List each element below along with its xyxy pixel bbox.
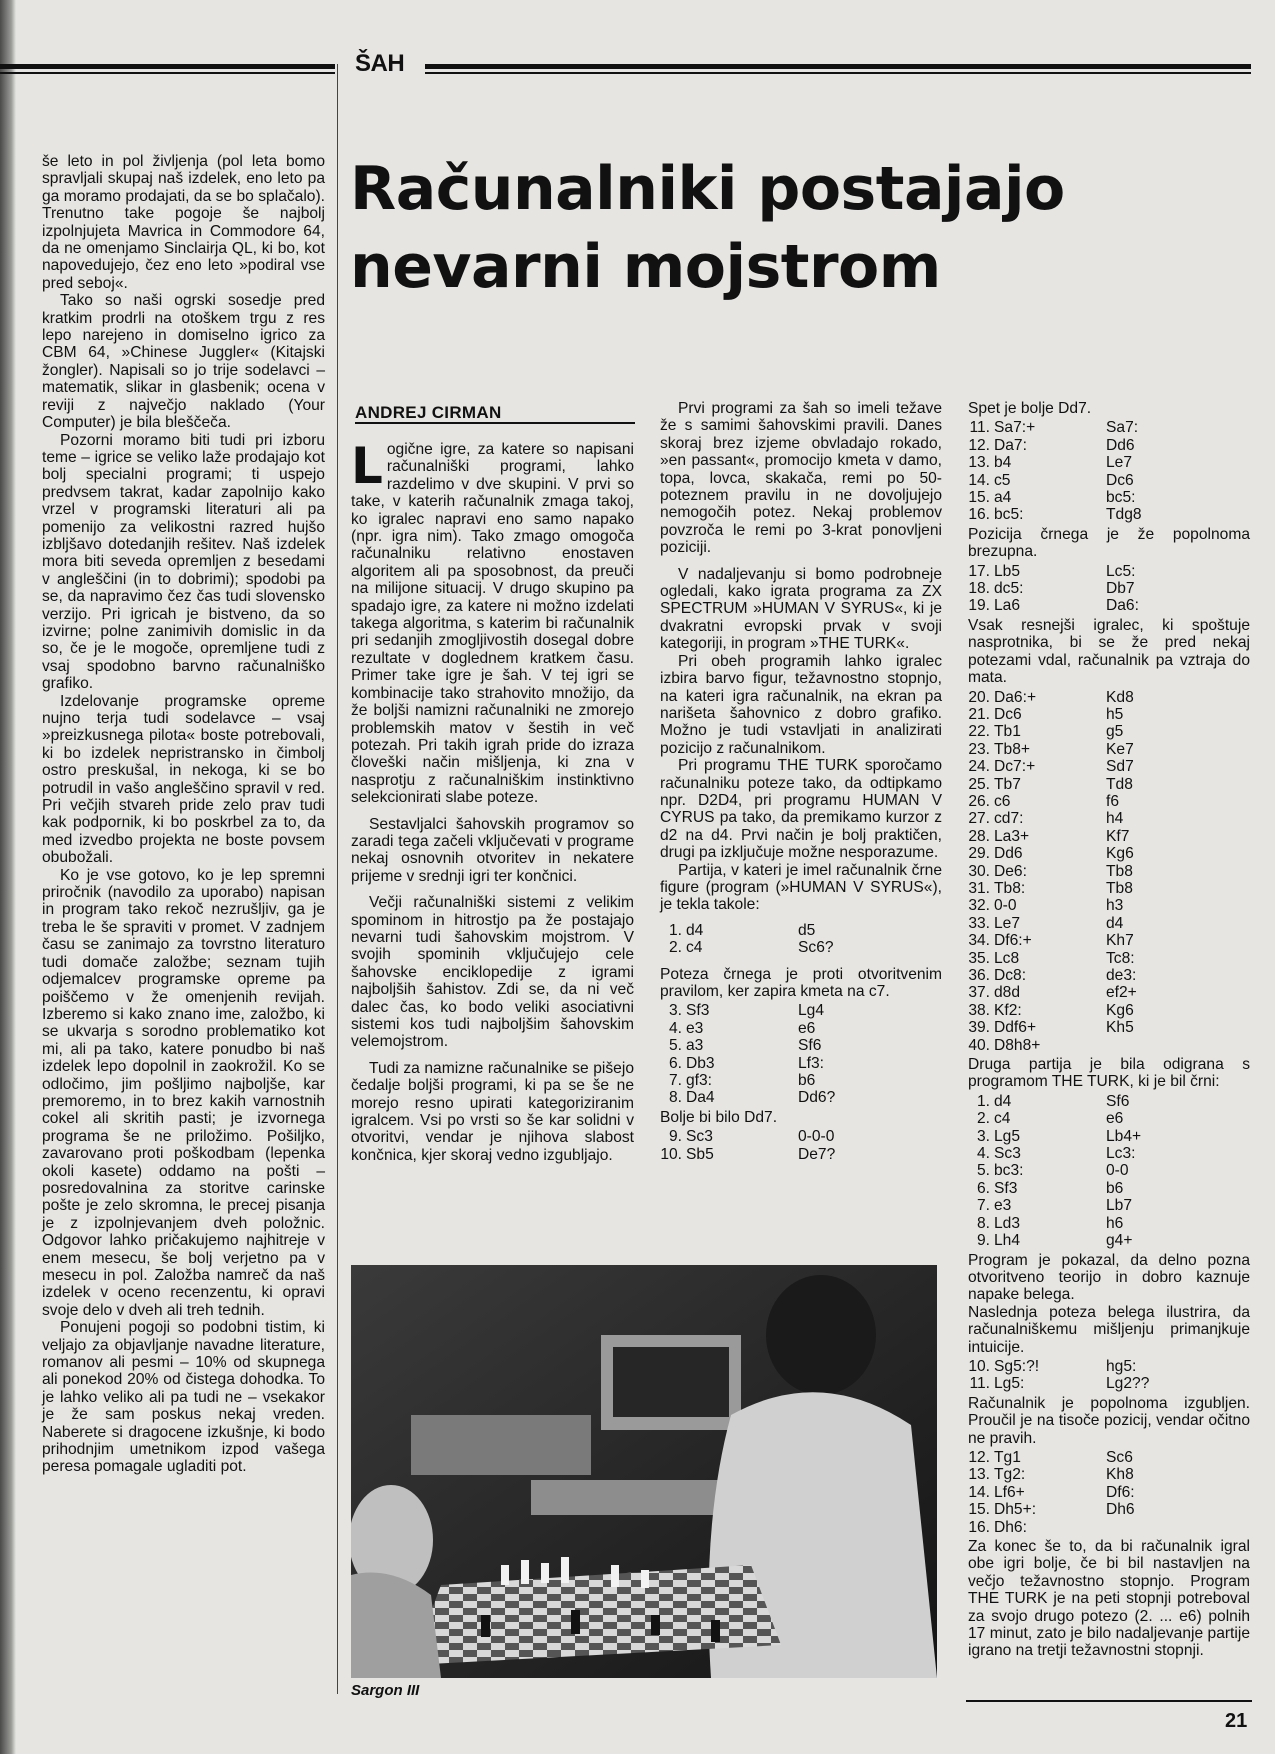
- black-move: Kg6: [1106, 845, 1134, 863]
- black-move: ef2+: [1106, 984, 1137, 1002]
- move-row: [660, 1020, 942, 1037]
- top-rule-left: [0, 64, 335, 69]
- move-row: [660, 1037, 942, 1054]
- white-move: 0-0: [994, 897, 1017, 915]
- move-list: [968, 419, 1250, 523]
- move-row: [968, 706, 1250, 723]
- col1-paragraph: Ponujeni pogoji so podobni tistim, ki veljajo za objavljanje navadne literature, romanov ali pesmi – 10% od skupnega ali ponekod 20% od čistega dohodka. To je lahko veliko ali pa tudi ne – vsekakor je že sam poskus nekaj vreden. Naberete si dragocene izkušnje, ki bodo prihodnjim umetnikom izpod vašega peresa pomagale ugladiti pot.: [42, 1319, 325, 1476]
- black-move: de3:: [1106, 967, 1137, 984]
- move-number: 9.: [668, 1128, 682, 1146]
- move-row: [968, 1484, 1250, 1501]
- white-move: d4: [686, 921, 704, 939]
- black-move: Kf7: [1106, 827, 1130, 845]
- white-move: dc5:: [994, 580, 1024, 598]
- col2-paragraph: Večji računalniški sistemi z velikim spominom in hitrostjo pa že postajajo nevarni tudi šahovskim mojstrom. V svojih spominih vključujejo cele šahovske enciklopedije z igrami najboljših šahistov. Zdi se, da ni več dalec čas, ko bodo veliki asociativni sistemi kos tudi najboljšim šahovskim velemojstrom.: [351, 894, 634, 1051]
- white-move: Sf3: [994, 1179, 1018, 1197]
- white-move: Sc3: [686, 1128, 713, 1146]
- black-move: h5: [1106, 705, 1124, 723]
- white-move: Lg5: [994, 1127, 1021, 1145]
- headline: [350, 150, 1250, 306]
- black-move: Sf6: [798, 1037, 822, 1055]
- black-move: Dc6: [1106, 471, 1134, 489]
- white-move: bc5:: [994, 506, 1024, 524]
- move-list: [660, 922, 942, 957]
- move-number: 23.: [968, 740, 990, 758]
- move-row: [968, 563, 1250, 580]
- byline-rule: [355, 422, 635, 424]
- move-number: 27.: [968, 810, 990, 828]
- move-row: [660, 1146, 942, 1163]
- move-row: [660, 939, 942, 956]
- white-move: d8d: [994, 984, 1021, 1002]
- move-row: [968, 1519, 1250, 1536]
- white-move: bc3:: [994, 1162, 1024, 1180]
- move-number: 26.: [968, 792, 990, 810]
- black-move: Lg4: [798, 1002, 825, 1020]
- move-row: [968, 1375, 1250, 1392]
- col1-paragraph: Tako so naši ogrski sosedje pred kratkim prodrli na otoškem trgu z res lepo narejeno in domiselno igrico za CBM 64, »Chinese Juggler« (Kitajski žongler). Napisali so jo trije sodelavci – matematik, slikar in glasbenik; ocena v reviji z največjo naklado (Your Computer) je bila bleščeča.: [42, 292, 325, 432]
- white-move: De6:: [994, 862, 1027, 880]
- move-number: 7.: [976, 1197, 990, 1215]
- black-move: Tdg8: [1106, 506, 1142, 524]
- headline-line2: nevarni mojstrom: [350, 232, 941, 302]
- page-number: 21: [1225, 1710, 1248, 1732]
- black-move: h4: [1106, 810, 1124, 828]
- move-row: [968, 758, 1250, 775]
- white-move: Lb5: [994, 562, 1021, 580]
- move-number: 8.: [668, 1089, 682, 1107]
- byline: ANDREJ CIRMAN: [355, 403, 502, 422]
- move-number: 5.: [976, 1162, 990, 1180]
- white-move: a3: [686, 1037, 704, 1055]
- column-separator: [337, 64, 338, 1694]
- white-move: Dd6: [994, 845, 1023, 863]
- top-rule-right: [425, 64, 1251, 69]
- white-move: Tg1: [994, 1448, 1021, 1466]
- move-row: [968, 950, 1250, 967]
- white-move: Lg5:: [994, 1375, 1025, 1393]
- move-number: 1.: [668, 921, 682, 939]
- page-binding-shadow: [0, 0, 16, 1754]
- move-number: 39.: [968, 1019, 990, 1037]
- black-move: Lc3:: [1106, 1145, 1136, 1163]
- annotation: Bolje bi bilo Dd7.: [660, 1108, 778, 1126]
- black-move: h3: [1106, 897, 1124, 915]
- white-move: Da7:: [994, 436, 1027, 454]
- move-number: 21.: [968, 705, 990, 723]
- move-number: 11.: [969, 1375, 990, 1393]
- move-number: 19.: [968, 597, 990, 615]
- move-row: [660, 1072, 942, 1089]
- black-move: Kh8: [1106, 1466, 1134, 1484]
- move-number: 18.: [968, 580, 990, 598]
- white-move: Dc8:: [994, 967, 1027, 984]
- move-number: 3.: [668, 1002, 682, 1020]
- black-move: d5: [798, 921, 816, 939]
- move-number: 14.: [968, 1483, 990, 1501]
- col2-paragraph: Tudi za namizne računalnike se pišejo čedalje boljši programi, ki pa se še ne morejo resno upirati kategoriziranim igralcem. Vsi po vrsti so še kar solidni v otvoritvi, vendar je njihova slabost končnica, kjer skoraj vedno izgubljajo.: [351, 1059, 634, 1164]
- move-number: 9.: [976, 1232, 990, 1250]
- black-move: Kh7: [1106, 932, 1134, 950]
- move-row: [968, 597, 1250, 614]
- move-row: [968, 1232, 1250, 1249]
- column-2: [351, 437, 634, 1164]
- white-move: d4: [994, 1092, 1012, 1110]
- move-number: 11.: [969, 419, 990, 437]
- move-row: [968, 1110, 1250, 1127]
- move-number: 4.: [668, 1019, 682, 1037]
- black-move: b6: [798, 1072, 816, 1090]
- photo-caption: Sargon III: [351, 1682, 420, 1699]
- black-move: Ke7: [1106, 740, 1134, 758]
- move-row: [968, 932, 1250, 949]
- white-move: Da6:+: [994, 688, 1037, 706]
- white-move: Dh5+:: [994, 1501, 1037, 1519]
- move-number: 28.: [968, 827, 990, 845]
- black-move: f6: [1106, 792, 1120, 810]
- black-move: Sf6: [1106, 1092, 1130, 1110]
- white-move: c5: [994, 471, 1011, 489]
- move-number: 30.: [968, 862, 990, 880]
- black-move: Sd7: [1106, 758, 1134, 776]
- black-move: Sa7:: [1106, 419, 1139, 437]
- move-row: [660, 1002, 942, 1019]
- move-number: 14.: [968, 471, 990, 489]
- move-number: 22.: [968, 723, 990, 741]
- move-list: [968, 563, 1250, 615]
- black-move: Dd6?: [798, 1089, 836, 1107]
- black-move: Dd6: [1106, 436, 1135, 454]
- move-number: 8.: [976, 1214, 990, 1232]
- move-row: [968, 437, 1250, 454]
- move-row: [968, 897, 1250, 914]
- white-move: Db3: [686, 1054, 715, 1072]
- move-number: 12.: [968, 436, 990, 454]
- move-row: [968, 1002, 1250, 1019]
- col2-lead-paragraph: [351, 437, 634, 807]
- move-row: [660, 1055, 942, 1072]
- move-row: [968, 472, 1250, 489]
- move-number: 25.: [968, 775, 990, 793]
- black-move: Da6:: [1106, 597, 1139, 615]
- annotation: Druga partija je bila odigrana s programom THE TURK, ki je bil črni:: [968, 1056, 1250, 1091]
- white-move: Kf2:: [994, 1001, 1022, 1019]
- white-move: Sb5: [686, 1145, 714, 1163]
- move-row: [968, 1501, 1250, 1518]
- col3-paragraph: V nadaljevanju si bomo podrobneje ogledali, kako igrata programa za ZX SPECTRUM »HUMAN V SYRUS«, ki je dvakratni evropski prvak v svoji kategoriji, in program »THE TURK«.: [660, 565, 942, 653]
- black-move: Td8: [1106, 775, 1133, 793]
- move-row: [968, 1019, 1250, 1036]
- black-move: 0-0: [1106, 1162, 1129, 1180]
- white-move: e3: [686, 1019, 704, 1037]
- move-row: [968, 506, 1250, 523]
- move-row: [968, 741, 1250, 758]
- white-move: Df6:+: [994, 932, 1032, 950]
- white-move: Ld3: [994, 1214, 1021, 1232]
- move-row: [968, 776, 1250, 793]
- move-number: 37.: [968, 984, 990, 1002]
- white-move: c4: [994, 1110, 1011, 1128]
- column-3: [660, 400, 942, 1165]
- move-number: 10.: [660, 1145, 682, 1163]
- black-move: hg5:: [1106, 1357, 1137, 1375]
- white-move: gf3:: [686, 1072, 713, 1090]
- black-move: Lg2??: [1106, 1375, 1150, 1393]
- annotation: Spet je bolje Dd7.: [968, 400, 1092, 417]
- move-list: [660, 1002, 942, 1106]
- black-move: e6: [798, 1019, 816, 1037]
- move-row: [660, 922, 942, 939]
- move-row: [968, 1128, 1250, 1145]
- white-move: Sc3: [994, 1145, 1021, 1163]
- move-number: 7.: [668, 1072, 682, 1090]
- move-number: 15.: [968, 489, 990, 507]
- move-row: [968, 1358, 1250, 1375]
- black-move: e6: [1106, 1110, 1124, 1128]
- move-list: [660, 1128, 942, 1163]
- move-number: 31.: [968, 879, 990, 897]
- move-number: 13.: [968, 454, 990, 472]
- move-row: [660, 1089, 942, 1106]
- white-move: Da4: [686, 1089, 715, 1107]
- move-row: [968, 1093, 1250, 1110]
- black-move: Le7: [1106, 454, 1133, 472]
- move-row: [968, 454, 1250, 471]
- move-row: [968, 915, 1250, 932]
- move-row: [968, 1145, 1250, 1162]
- move-row: [968, 984, 1250, 1001]
- move-number: 12.: [968, 1448, 990, 1466]
- move-number: 35.: [968, 949, 990, 967]
- move-row: [968, 1197, 1250, 1214]
- section-label: ŠAH: [355, 50, 405, 77]
- black-move: 0-0-0: [798, 1128, 835, 1146]
- white-move: cd7:: [994, 810, 1024, 828]
- move-number: 16.: [968, 506, 990, 524]
- black-move: Lc5:: [1106, 562, 1136, 580]
- annotation: Pozicija črnega je že popolnoma brezupna.: [968, 525, 1250, 561]
- move-row: [968, 793, 1250, 810]
- move-row: [968, 1162, 1250, 1179]
- black-move: Tb8: [1106, 862, 1133, 880]
- black-move: g4+: [1106, 1232, 1133, 1250]
- black-move: h6: [1106, 1214, 1124, 1232]
- black-move: Dh6: [1106, 1501, 1135, 1519]
- black-move: De7?: [798, 1145, 836, 1163]
- black-move: Sc6: [1106, 1448, 1133, 1466]
- black-move: Db7: [1106, 580, 1135, 598]
- move-row: [968, 580, 1250, 597]
- annotation: Naslednja poteza belega ilustrira, da računalniškemu mišljenju primanjkuje intuicije.: [968, 1303, 1250, 1356]
- move-row: [968, 1215, 1250, 1232]
- move-row: [660, 1128, 942, 1145]
- white-move: Sf3: [686, 1002, 710, 1020]
- move-list: [968, 1358, 1250, 1393]
- move-row: [968, 863, 1250, 880]
- white-move: Dc6: [994, 705, 1022, 723]
- move-number: 20.: [968, 688, 990, 706]
- col3-paragraph: Partija, v kateri je imel računalnik črne figure (program (»HUMAN V SYRUS«), je tekla takole:: [660, 861, 942, 914]
- move-row: [968, 489, 1250, 506]
- col3-paragraph: Pri programu THE TURK sporočamo računalniku poteze tako, da odtipkamo npr. D2D4, pri programu HUMAN V CYRUS pa tako, da premikamo kurzor z d2 na d4. Prvi način je bolj praktičen, drugi pa izključuje možne nesporazume.: [660, 757, 942, 862]
- black-move: Kg6: [1106, 1001, 1134, 1019]
- move-row: [968, 419, 1250, 436]
- move-row: [968, 810, 1250, 827]
- col2-lead-text: ogične igre, za katere so napisani računalniški programi, lahko razdelimo v dve skupini. V prvi so take, v katerih računalnik zmaga takoj, ko igralec napravi eno samo napako (npr. igra nim). Tako zmago omogoča računalniku relativno enostaven algoritem ali pa sposobnost, da preuči na milijone situacij. V drugo skupino pa spadajo igre, za katere ni možno izdelati takega algoritma, s katerim bi računalnik pri sedanjih zmogljivostih dosegal dobre rezultate v doglednem kratkem času. Primer take igre je šah. V tej igri se kombinacije tako strahovito množijo, da že boljši namizni računalniki ne zmorejo problemskih matov v šestih in več potezah. Pri takih igrah pride do izraza človeški način mišljenja, ki zna v nasprotju z računalniškim instinktivno selekcionirati slabe poteze.: [351, 441, 634, 807]
- move-row: [968, 1449, 1250, 1466]
- move-number: 15.: [968, 1501, 990, 1519]
- white-move: D8h8+: [994, 1036, 1041, 1054]
- annotation: Program je pokazal, da delno pozna otvoritveno teorijo in dobro kaznuje napake belega.: [968, 1251, 1250, 1304]
- top-rule-right-thin: [425, 72, 1251, 74]
- annotation: Poteza črnega je proti otvoritvenim pravilom, ker zapira kmeta na c7.: [660, 965, 942, 1000]
- man-head: [766, 1275, 876, 1395]
- black-move: Df6:: [1106, 1483, 1135, 1501]
- move-number: 4.: [976, 1145, 990, 1163]
- white-move: Tb8+: [994, 740, 1030, 758]
- move-number: 6.: [976, 1179, 990, 1197]
- move-number: 3.: [976, 1127, 990, 1145]
- white-move: La3+: [994, 827, 1030, 845]
- move-number: 36.: [968, 967, 990, 984]
- move-row: [968, 967, 1250, 984]
- black-move: Tc8:: [1106, 949, 1135, 967]
- move-row: [968, 1037, 1250, 1054]
- chess-photo: [351, 1265, 937, 1678]
- move-number: 34.: [968, 932, 990, 950]
- drop-cap: L: [351, 437, 383, 495]
- column-4: [968, 400, 1250, 1660]
- col1-paragraph: še leto in pol življenja (pol leta bomo spravljali skupaj naš izdelek, eno leto pa ga moramo prodajati, da se bo splačalo). Trenutno take pogoje še najbolj izpolnjujeta Mavrica in Commodore 64, da ne omenjamo Sinclairja QL, ki bo, kot napovedujejo, čez eno leto »podiral vse pred seboj«.: [42, 153, 325, 292]
- move-number: 2.: [668, 939, 682, 957]
- col2-paragraph: Sestavljalci šahovskih programov so zaradi tega začeli vključevati v programe nekaj osnovnih otvoritev in nekatere prijeme v srednji igri ter končnici.: [351, 815, 634, 885]
- col3-paragraph: Prvi programi za šah so imeli težave že s samimi šahovskimi pravili. Danes skoraj brez izjeme obvladajo rokado, »en passant«, promocijo kmeta v damo, topa, lovca, skakača, remi po 50-poteznem pravilu in ne dovoljujejo nemogočih potez. Nekaj problemov povzroča le remi po 3-krat ponovljeni poziciji.: [660, 400, 942, 557]
- move-list: [968, 1093, 1250, 1250]
- white-move: c4: [686, 939, 703, 957]
- white-move: Sg5:?!: [994, 1357, 1040, 1375]
- white-move: Ddf6+: [994, 1019, 1037, 1037]
- annotation: Računalnik je popolnoma izgubljen. Proučil je na tisoče pozicij, vendar očitno ne pravih.: [968, 1394, 1250, 1447]
- move-row: [968, 828, 1250, 845]
- white-move: Tb7: [994, 775, 1021, 793]
- black-move: bc5:: [1106, 489, 1136, 507]
- computer-unit: [411, 1415, 591, 1475]
- move-row: [968, 689, 1250, 706]
- black-move: Lb4+: [1106, 1127, 1142, 1145]
- move-number: 17.: [968, 562, 990, 580]
- white-move: La6: [994, 597, 1021, 615]
- black-move: b6: [1106, 1179, 1124, 1197]
- move-row: [968, 1180, 1250, 1197]
- move-number: 40.: [968, 1036, 990, 1054]
- white-move: e3: [994, 1197, 1012, 1215]
- white-move: Le7: [994, 914, 1021, 932]
- white-move: Dh6:: [994, 1518, 1027, 1536]
- move-number: 29.: [968, 845, 990, 863]
- move-number: 2.: [976, 1110, 990, 1128]
- col1-paragraph: Ko je vse gotovo, ko je lep spremni priročnik (navodilo za uporabo) napisan in program tako rekoč nezrušljiv, ga je treba le še spraviti v promet. V zadnjem času se zanimajo za tovrstno literaturo tudi domače založbe; seznam tujih odjemalcev programske opreme pa poiščemo v že omenjenih revijah. Izberemo si kako znano ime, založbo, ki se ukvarja s sorodno problematiko kot mi, ali pa tako, katere ponudbo bi naš izdelek lepo dopolnil in zaokrožil. Ko se odločimo, jim pošljimo najboljše, kar premoremo, in to brez kakih varnostnih cokel ali skritih pasti; je izvornega programa še ne priložimo. Pošiljko, zavarovano proti poškodbam (lepenka okoli kasete) oddamo na pošti – posredovalnina za storitve carinske pošte je zelo skromna, le precej pisanja je z izpolnjevanjem dveh položnic. Odgovor lahko pričakujemo najhitreje v enem mesecu, še bolj verjetno pa v mesecu in pol. Založba namreč da naš izdelek v oceno recenzentu, ki opravi svoje delo v dveh ali treh tednih.: [42, 866, 325, 1319]
- move-number: 1.: [976, 1092, 990, 1110]
- move-number: 5.: [668, 1037, 682, 1055]
- col3-paragraph: Pri obeh programih lahko igralec izbira barvo figur, težavnostno stopnjo, na kateri igra računalnik, na ekran pa narišeta šahovnico z dobro grafiko. Možno je tudi vstavljati in analizirati pozicijo z računalnikom.: [660, 652, 942, 757]
- white-move: Tb1: [994, 723, 1021, 741]
- top-rule-left-thin: [0, 72, 335, 74]
- move-number: 33.: [968, 914, 990, 932]
- white-move: c6: [994, 792, 1011, 810]
- white-move: Sa7:+: [994, 419, 1036, 437]
- move-list: [968, 1449, 1250, 1536]
- move-number: 16.: [968, 1518, 990, 1536]
- col1-paragraph: Izdelovanje programske opreme nujno terja tudi sodelavce – vsaj »preizkusnega pilota« boste potrebovali, ki bo izdelek nepristransko in čimbolj ostro preskušal, in nekoga, ki se bo potrudil in vašo angleščino spravil v red. Pri večjih stvareh pride zelo prav tudi kak podpornik, ki bo poskrbel za to, da med izvedbo projekta ne boste povsem obubožali.: [42, 692, 325, 867]
- move-row: [968, 723, 1250, 740]
- move-row: [968, 845, 1250, 862]
- white-move: Lc8: [994, 949, 1020, 967]
- move-number: 6.: [668, 1054, 682, 1072]
- white-move: Dc7:+: [994, 758, 1036, 776]
- black-move: d4: [1106, 914, 1124, 932]
- black-move: Sc6?: [798, 939, 834, 957]
- move-row: [968, 1466, 1250, 1483]
- move-number: 38.: [968, 1001, 990, 1019]
- black-move: Lf3:: [798, 1054, 825, 1072]
- move-row: [968, 880, 1250, 897]
- chess-photo-illustration: [351, 1265, 937, 1678]
- move-number: 13.: [968, 1466, 990, 1484]
- bottom-rule: [966, 1700, 1252, 1702]
- white-move: b4: [994, 454, 1012, 472]
- black-move: Kh5: [1106, 1019, 1134, 1037]
- white-move: Lh4: [994, 1232, 1021, 1250]
- white-move: Tb8:: [994, 879, 1026, 897]
- black-move: g5: [1106, 723, 1124, 741]
- black-move: Lb7: [1106, 1197, 1133, 1215]
- annotation: Za konec še to, da bi računalnik igral obe igri bolje, če bi bil nastavljen na večjo težavnostno stopnjo. Program THE TURK je na peti stopnji potreboval za svojo drugo potezo (2. ... e6) polnih 17 minut, zato je bilo nadaljevanje partije igrano na tretji težavnostni stopnji.: [968, 1538, 1250, 1660]
- headline-line1: Računalniki postajajo: [350, 154, 1065, 224]
- column-1: [42, 153, 325, 1476]
- black-move: Kd8: [1106, 688, 1134, 706]
- move-number: 10.: [968, 1357, 990, 1375]
- move-list: [968, 689, 1250, 1055]
- white-move: a4: [994, 489, 1012, 507]
- move-number: 24.: [968, 758, 990, 776]
- annotation: Vsak resnejši igralec, ki spoštuje nasprotnika, bi se že pred nekaj potezami vdal, računalnik pa vztraja do mata.: [968, 616, 1250, 687]
- col1-paragraph: Pozorni moramo biti tudi pri izboru teme – igrice se veliko laže prodajajo kot bolj specialni programi; ti uspejo predvsem takrat, kadar zapolnijo kako vrzel v programski literaturi ali pa pomenijo za velikostni razred hujšo izbljšavo dotedanjih rešitev. Naš izdelek mora biti seveda opremljen z besedami v angleščini (in to dobrimi); spodobi pa se, da napravimo čez čas tudi slovensko verzijo. Pri igricah je bistveno, da so izvirne; polne zanimivih domislic in da so, če je le mogoče, opremljene tudi z vsaj spodobno barvno računalniško grafiko.: [42, 431, 325, 693]
- white-move: Tg2:: [994, 1466, 1026, 1484]
- white-move: Lf6+: [994, 1483, 1025, 1501]
- move-number: 32.: [968, 897, 990, 915]
- black-move: Tb8: [1106, 879, 1133, 897]
